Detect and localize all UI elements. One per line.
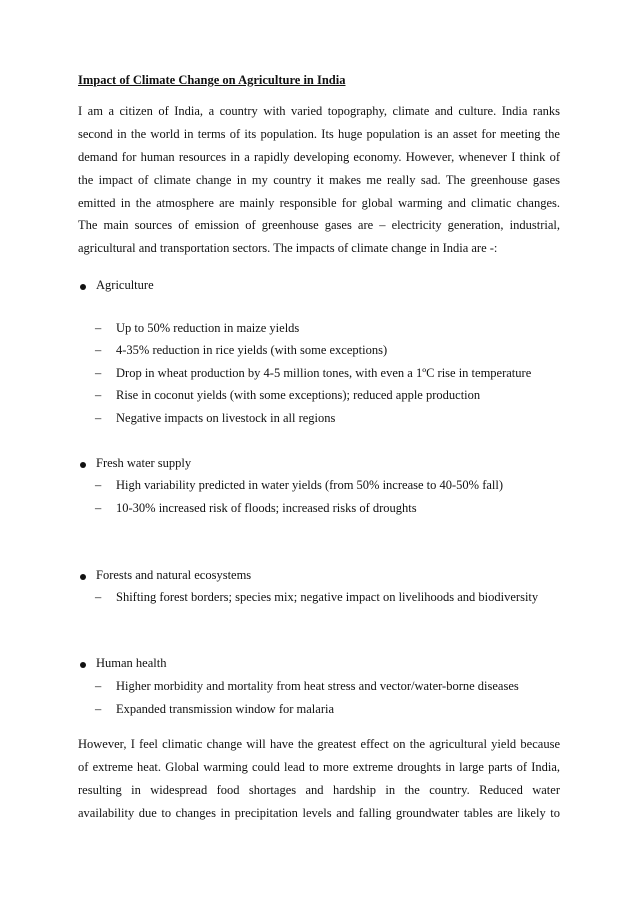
dash-marker: – [95, 388, 102, 402]
sub-item-text: Rise in coconut yields (with some exceptions); reduced apple production [116, 388, 481, 402]
intro-line: demand for human resources in a rapidly developing economy. However, whenever I think of [78, 149, 560, 164]
intro-paragraph [78, 100, 560, 260]
closing-line: resulting in widespread food shortages and hardship in the country. Reduced water [78, 782, 560, 797]
bullet-heading: Agriculture [96, 278, 154, 292]
dash-marker: – [95, 321, 102, 335]
dash-marker: – [95, 343, 102, 357]
sub-item-text: Up to 50% reduction in maize yields [116, 321, 300, 335]
dash-marker: – [95, 702, 102, 716]
dash-marker: – [95, 590, 102, 604]
sub-item-text: Higher morbidity and mortality from heat stress and vector/water-borne diseases [116, 679, 519, 693]
dash-marker: – [95, 366, 102, 380]
bullet-heading: Human health [96, 656, 167, 670]
bullet-heading: Fresh water supply [96, 456, 192, 470]
sub-item-text: Negative impacts on livestock in all regions [116, 411, 336, 425]
sub-item-text: High variability predicted in water yields (from 50% increase to 40-50% fall) [116, 478, 504, 492]
dash-marker: – [95, 478, 102, 492]
sub-item-text: 4-35% reduction in rice yields (with some exceptions) [116, 343, 388, 357]
dash-marker: – [95, 411, 102, 425]
intro-line: agricultural and transportation sectors. The impacts of climate change in India are -: [78, 241, 498, 256]
intro-line: second in the world in terms of its population. Its huge population is an asset for meeting the [78, 126, 560, 141]
closing-line: of extreme heat. Global warming could lead to more extreme droughts in large parts of India, [78, 759, 560, 774]
sub-item-text: Expanded transmission window for malaria [116, 702, 335, 716]
sub-item-text: 10-30% increased risk of floods; increased risks of droughts [116, 501, 417, 515]
closing-line: However, I feel climatic change will have the greatest effect on the agricultural yield because [78, 737, 560, 751]
intro-line: The main sources of emission of greenhouse gases are – electricity generation, industrial, [78, 218, 560, 233]
sub-item-text: Shifting forest borders; species mix; negative impact on livelihoods and biodiversity [116, 590, 539, 604]
intro-line: I am a citizen of India, a country with varied topography, climate and culture. India ranks [78, 104, 560, 118]
intro-line: emitted in the atmosphere are mainly responsible for global warming and climatic changes. [78, 195, 560, 210]
closing-paragraph [78, 733, 560, 825]
bullet-dot-icon [80, 662, 86, 668]
closing-line: availability due to changes in precipitation levels and falling groundwater tables are likely to [78, 805, 560, 820]
dash-marker: – [95, 679, 102, 693]
bullet-dot-icon [80, 462, 86, 468]
dash-marker: – [95, 501, 102, 515]
document-title: Impact of Climate Change on Agriculture in India [78, 73, 346, 87]
bullet-heading: Forests and natural ecosystems [96, 568, 252, 582]
intro-line: the impact of climate change in my country it makes me really sad. The greenhouse gases [78, 172, 560, 187]
bullet-dot-icon [80, 284, 86, 290]
bullet-dot-icon [80, 574, 86, 580]
sub-item-text: Drop in wheat production by 4-5 million tones, with even a 1ºC rise in temperature [116, 366, 532, 380]
